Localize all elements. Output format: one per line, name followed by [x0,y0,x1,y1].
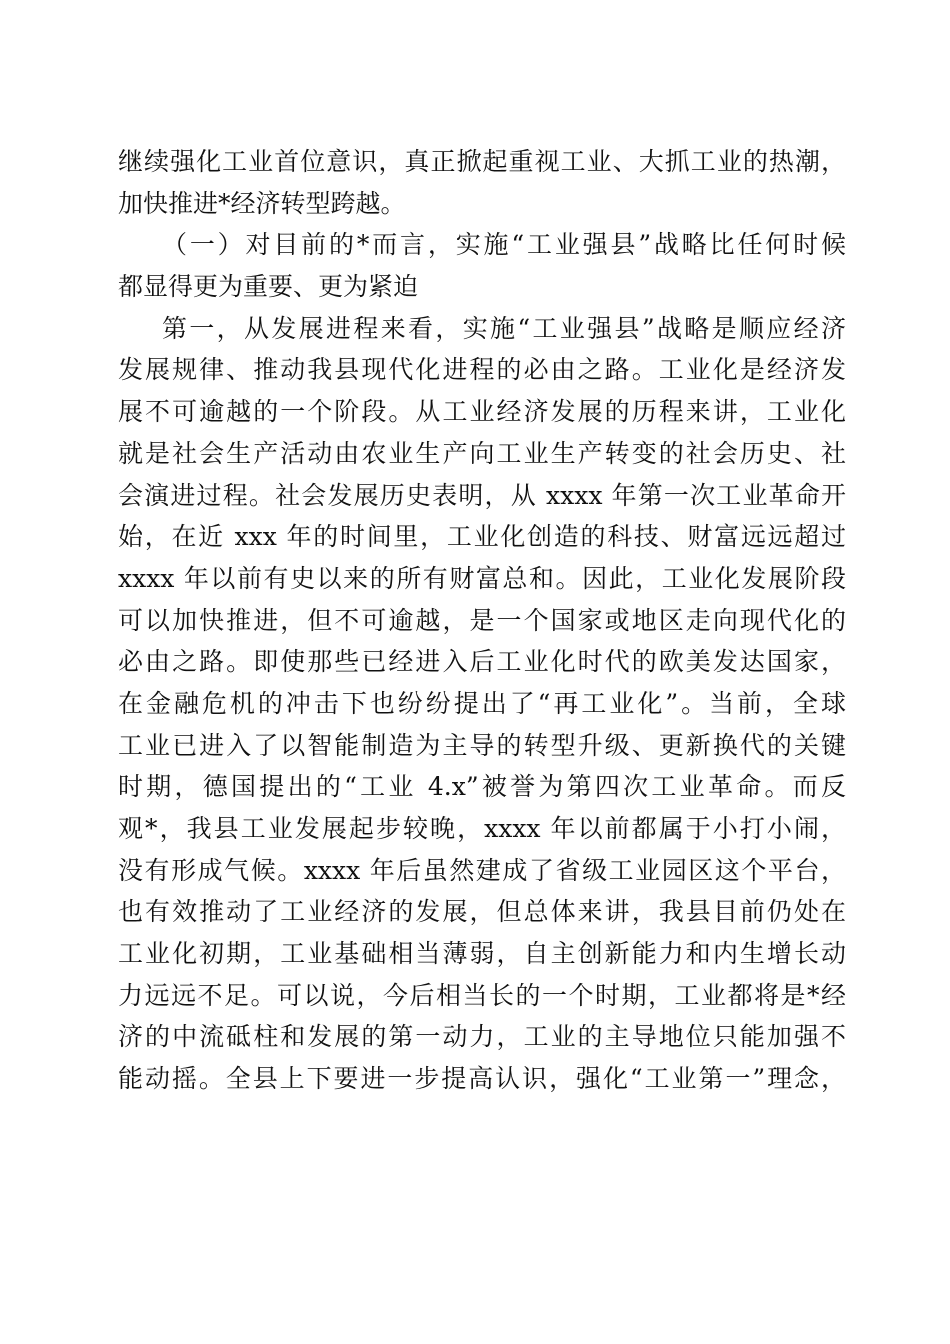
text-line: 继续强化工业首位意识，真正掀起重视工业、大抓工业的热潮， [118,147,846,176]
text-line: 时期，德国提出的“工业 4.x”被誉为第四次工业革命。而反 [118,772,846,802]
text-line: 力远远不足。可以说，今后相当长的一个时期，工业都将是*经 [118,980,846,1010]
heading-line: （一）对目前的*而言，实施“工业强县”战略比任何时候 [162,230,846,260]
section-heading [118,224,846,307]
text-line: 工业已进入了以智能制造为主导的转型升级、更新换代的关键 [118,730,846,760]
body-paragraph [118,308,846,1100]
text-line: 发展规律、推动我县现代化进程的必由之路。工业化是经济发 [118,355,846,385]
text-line: 没有形成气候。xxxx 年后虽然建成了省级工业园区这个平台， [118,855,846,885]
text-line: 展不可逾越的一个阶段。从工业经济发展的历程来讲，工业化 [118,397,846,427]
text-line: 可以加快推进，但不可逾越，是一个国家或地区走向现代化的 [118,605,846,635]
text-line: 观*，我县工业发展起步较晚，xxxx 年以前都属于小打小闹， [118,814,846,843]
text-line: 必由之路。即使那些已经进入后工业化时代的欧美发达国家， [118,647,846,677]
text-line: 济的中流砥柱和发展的第一动力，工业的主导地位只能加强不 [118,1022,846,1052]
text-line: 会演进过程。社会发展历史表明，从 xxxx 年第一次工业革命开 [118,480,846,510]
text-line: 工业化初期，工业基础相当薄弱，自主创新能力和内生增长动 [118,939,846,969]
document-body [118,141,846,1100]
text-line: 始，在近 xxx 年的时间里，工业化创造的科技、财富远远超过 [118,522,846,552]
text-line: 能动摇。全县上下要进一步提高认识，强化“工业第一”理念， [118,1064,846,1094]
text-line: xxxx 年以前有史以来的所有财富总和。因此，工业化发展阶段 [118,563,846,593]
text-line: 就是社会生产活动由农业生产向工业生产转变的社会历史、社 [118,438,846,468]
text-line: 加快推进*经济转型跨越。 [118,188,406,218]
heading-line: 都显得更为重要、更为紧迫 [118,272,419,302]
text-line: 也有效推动了工业经济的发展，但总体来讲，我县目前仍处在 [118,897,846,927]
text-line: 第一，从发展进程来看，实施“工业强县”战略是顺应经济 [162,313,846,343]
text-line: 在金融危机的冲击下也纷纷提出了“再工业化”。当前，全球 [118,688,846,718]
continuation-paragraph [118,141,846,224]
